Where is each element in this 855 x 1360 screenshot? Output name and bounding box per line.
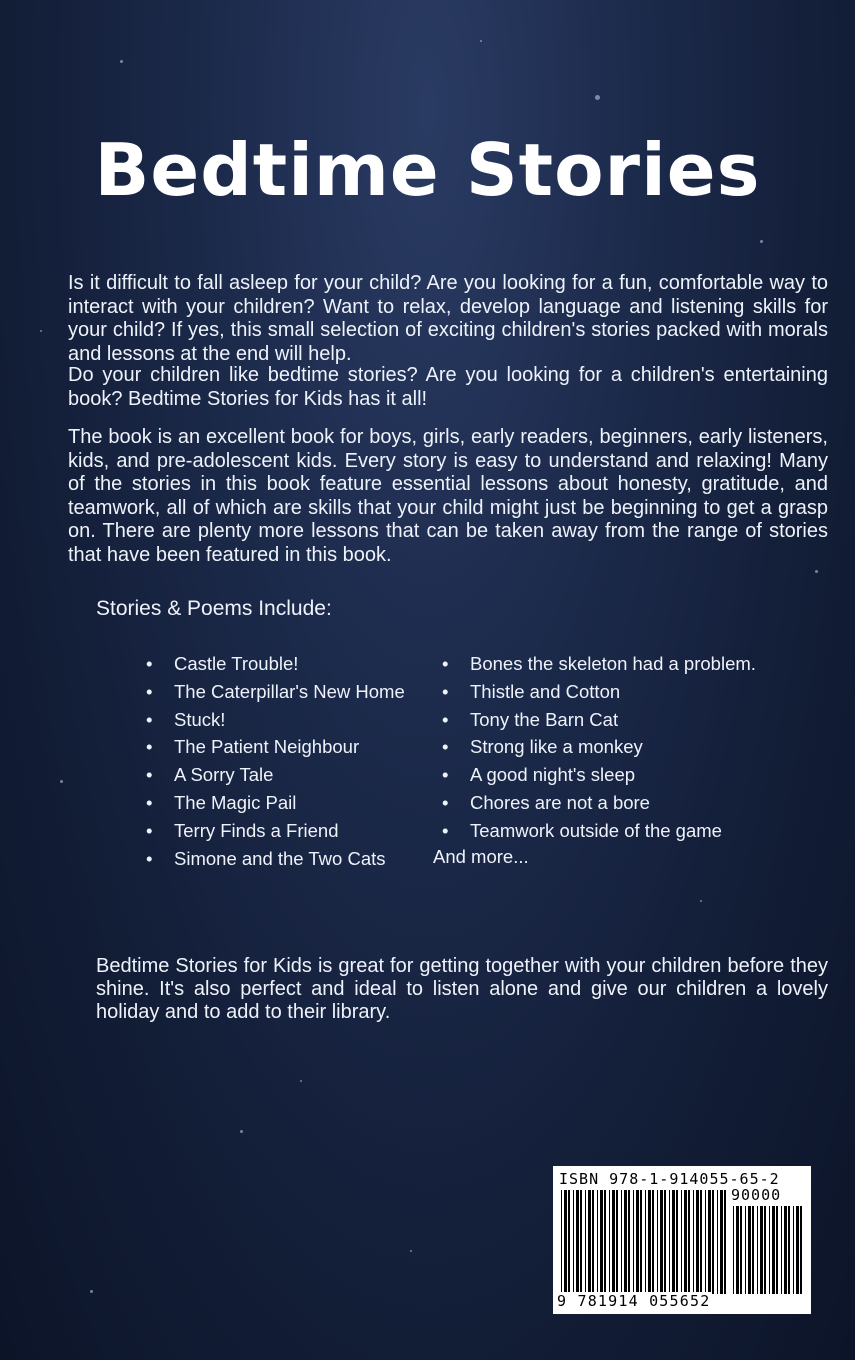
list-item: • Castle Trouble! (146, 650, 405, 678)
barcode-bar (781, 1206, 782, 1294)
barcode-bar (764, 1206, 766, 1294)
barcode-addon-bars (733, 1206, 803, 1294)
barcode-bar (585, 1190, 586, 1294)
list-item: • Simone and the Two Cats (146, 845, 405, 873)
star (815, 570, 818, 573)
barcode-bar (640, 1190, 642, 1294)
list-item: • Teamwork outside of the game (442, 817, 756, 845)
barcode-bar (696, 1190, 699, 1294)
barcode-bar (664, 1190, 666, 1294)
barcode-bar (652, 1190, 654, 1294)
barcode-bar (757, 1206, 758, 1294)
barcode-bar (576, 1190, 579, 1294)
barcode-bar (648, 1190, 651, 1294)
barcode-bar (748, 1206, 751, 1294)
star (700, 900, 702, 902)
barcode-bar (604, 1190, 606, 1294)
star (240, 1130, 243, 1133)
barcode-bar (708, 1190, 711, 1294)
list-item: • Strong like a monkey (442, 733, 756, 761)
isbn-label: ISBN 978-1-914055-65-2 (559, 1170, 780, 1188)
intro-paragraph-1: Is it difficult to fall asleep for your child? Are you looking for a fun, comfortable way to interact with your children? Want to relax, develop language and listening skills for your child? If yes, this small selection of exciting children's stories packed with morals and lessons at the end will help. (68, 272, 828, 365)
barcode-bar (676, 1190, 678, 1294)
barcode-bar (568, 1190, 570, 1294)
barcode-bars (561, 1190, 729, 1294)
barcode-bar (745, 1206, 746, 1294)
barcode-bar (592, 1190, 594, 1294)
barcode-bar (800, 1206, 802, 1294)
book-title: Bedtime Stories (94, 128, 761, 212)
barcode-bar (752, 1206, 754, 1294)
barcode-bar (588, 1190, 591, 1294)
star (410, 1250, 412, 1252)
barcode-bar (796, 1206, 799, 1294)
list-item: • A Sorry Tale (146, 761, 405, 789)
star (60, 780, 63, 783)
barcode-bar (597, 1190, 598, 1294)
barcode-bar (788, 1206, 790, 1294)
barcode-bar (624, 1190, 627, 1294)
list-item: • A good night's sleep (442, 761, 756, 789)
star (300, 1080, 302, 1082)
barcode-bar (776, 1206, 778, 1294)
barcode-bar (628, 1190, 630, 1294)
barcode-bar (684, 1190, 687, 1294)
barcode-bar (645, 1190, 646, 1294)
barcode-bar (580, 1190, 582, 1294)
star (120, 60, 123, 63)
intro-paragraph-3: The book is an excellent book for boys, girls, early readers, beginners, early listeners, kids, and pre-adolescent kids. Every story is easy to understand and relaxing! Many of the stories in this book feature essential lessons about honesty, gratitude, and teamwork, all of which are skills that your child might just be beginning to get a grasp on. There are plenty more lessons that can be taken away from the range of stories that have been featured in this book. (68, 426, 828, 566)
barcode-bar (621, 1190, 622, 1294)
barcode-bar (793, 1206, 794, 1294)
barcode-bar (573, 1190, 574, 1294)
story-list-right (442, 650, 756, 845)
barcode-bar (712, 1190, 714, 1294)
barcode-bar (660, 1190, 663, 1294)
barcode-bar (600, 1190, 603, 1294)
stories-heading: Stories & Poems Include: (96, 597, 332, 620)
barcode-bar (616, 1190, 618, 1294)
list-item: • The Patient Neighbour (146, 733, 405, 761)
barcode-bar (657, 1190, 658, 1294)
barcode-bar (740, 1206, 742, 1294)
list-item: • Stuck! (146, 706, 405, 734)
closing-paragraph: Bedtime Stories for Kids is great for getting together with your children before they shine. It's also perfect and ideal to listen alone and give our children a lovely holiday and to add to their library. (96, 955, 828, 1023)
star (480, 40, 482, 42)
barcode-bar (636, 1190, 639, 1294)
barcode-bar (681, 1190, 682, 1294)
isbn-barcode (553, 1166, 811, 1314)
barcode-bar (672, 1190, 675, 1294)
list-item: • Terry Finds a Friend (146, 817, 405, 845)
barcode-bar (717, 1190, 718, 1294)
barcode-bar (669, 1190, 670, 1294)
barcode-bar (769, 1206, 770, 1294)
barcode-bar (720, 1190, 723, 1294)
barcode-bar (736, 1206, 739, 1294)
list-item: • Bones the skeleton had a problem. (442, 650, 756, 678)
list-item: • Thistle and Cotton (442, 678, 756, 706)
ean-digits: 9 781914 055652 (557, 1292, 711, 1310)
barcode-bar (633, 1190, 634, 1294)
story-list-left (146, 650, 405, 872)
barcode-bar (693, 1190, 694, 1294)
price-code: 90000 (731, 1186, 782, 1204)
list-item: • The Caterpillar's New Home (146, 678, 405, 706)
barcode-bar (733, 1206, 734, 1294)
list-item: • Chores are not a bore (442, 789, 756, 817)
list-item: • Tony the Barn Cat (442, 706, 756, 734)
list-item: • The Magic Pail (146, 789, 405, 817)
barcode-bar (564, 1190, 567, 1294)
barcode-bar (700, 1190, 702, 1294)
and-more-text: And more... (433, 846, 529, 867)
star (595, 95, 600, 100)
star (90, 1290, 93, 1293)
barcode-bar (612, 1190, 615, 1294)
star (40, 330, 42, 332)
intro-paragraph-2: Do your children like bedtime stories? Are you looking for a children's entertaining book? Bedtime Stories for Kids has it all! (68, 364, 828, 410)
barcode-bar (772, 1206, 775, 1294)
barcode-bar (705, 1190, 706, 1294)
barcode-bar (784, 1206, 787, 1294)
barcode-bar (561, 1190, 562, 1294)
barcode-bar (760, 1206, 763, 1294)
star (760, 240, 763, 243)
barcode-bar (609, 1190, 610, 1294)
barcode-bar (724, 1190, 726, 1294)
barcode-bar (688, 1190, 690, 1294)
